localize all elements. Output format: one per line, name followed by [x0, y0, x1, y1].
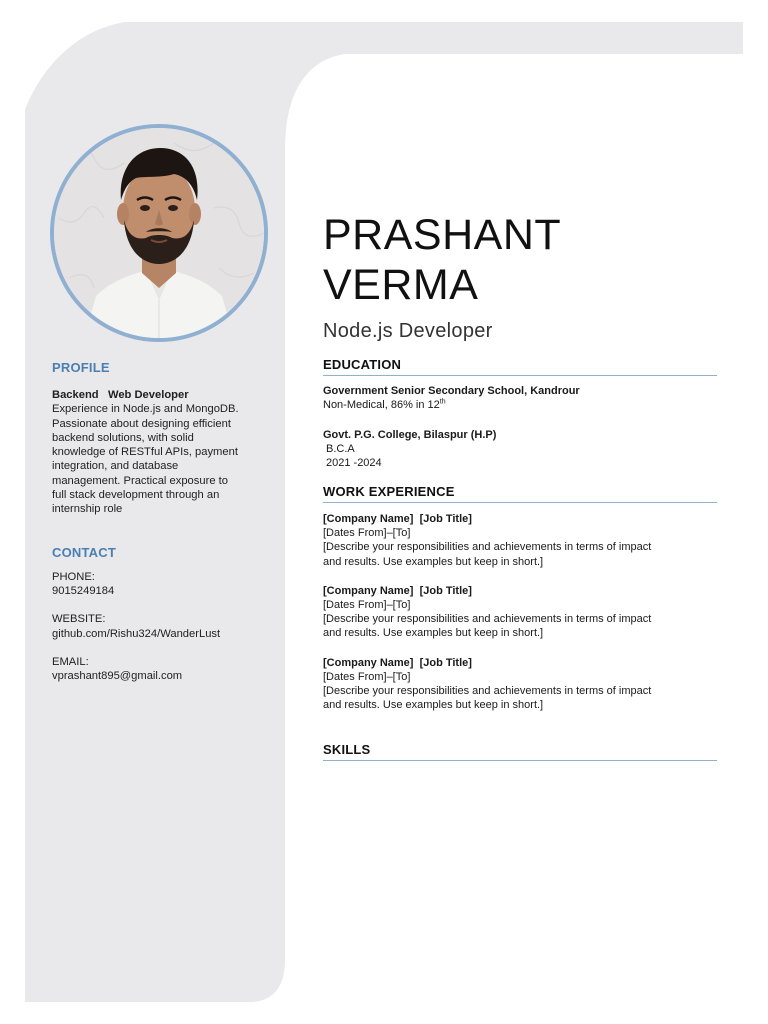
- job-description: [Describe your responsibilities and achievements in terms of impact: [323, 613, 652, 626]
- school-name: Govt. P.G. College, Bilaspur (H.P): [323, 429, 497, 441]
- education-heading: EDUCATION: [323, 357, 717, 376]
- job-role: Node.js Developer: [323, 320, 493, 342]
- profile-line: backend solutions, with solid: [52, 431, 194, 444]
- education-section: [323, 357, 717, 470]
- profile-line: integration, and database: [52, 460, 179, 473]
- job-header: [Company Name] [Job Title]: [323, 584, 472, 597]
- contact-phone: [52, 570, 274, 599]
- job-header: [Company Name] [Job Title]: [323, 513, 472, 525]
- profile-heading: PROFILE: [52, 360, 110, 375]
- contact-email: [52, 655, 274, 684]
- profile-line: internship role: [52, 503, 123, 516]
- profile-line: management. Practical exposure to: [52, 474, 228, 487]
- profile-summary: [52, 388, 274, 517]
- job-dates: [Dates From]–[To]: [323, 527, 411, 540]
- website-label: WEBSITE:: [52, 613, 106, 626]
- profile-line: Experience in Node.js and MongoDB.: [52, 403, 239, 416]
- sidebar: [52, 360, 274, 697]
- profile-line: full stack development through an: [52, 489, 220, 502]
- job-description: and results. Use examples but keep in short.]: [323, 555, 544, 568]
- profile-photo: [50, 124, 268, 342]
- profile-title: Backend Web Developer: [52, 389, 189, 401]
- education-item: [323, 428, 717, 470]
- school-name: Government Senior Secondary School, Kandrour: [323, 385, 580, 397]
- skills-section: [323, 742, 717, 761]
- education-detail-text: Non-Medical, 86% in 12: [323, 399, 440, 411]
- education-detail-sup: th: [439, 398, 446, 406]
- profile-line: Passionate about designing efficient: [52, 417, 231, 430]
- email-value[interactable]: vprashant895@gmail.com: [52, 670, 183, 683]
- contact-heading: CONTACT: [52, 544, 116, 560]
- job-entry: [323, 584, 717, 641]
- job-dates: [Dates From]–[To]: [323, 670, 411, 683]
- skills-heading: SKILLS: [323, 742, 717, 761]
- degree: B.C.A: [326, 443, 355, 455]
- email-label: EMAIL:: [52, 655, 89, 668]
- phone-label: PHONE:: [52, 570, 95, 583]
- years: 2021 -2024: [326, 457, 382, 469]
- work-heading: WORK EXPERIENCE: [323, 484, 717, 503]
- website-value[interactable]: github.com/Rishu324/WanderLust: [52, 627, 221, 640]
- job-description: [Describe your responsibilities and achievements in terms of impact: [323, 541, 652, 554]
- job-entry: [323, 656, 717, 713]
- phone-value: 9015249184: [52, 584, 115, 597]
- job-description: and results. Use examples but keep in short.]: [323, 699, 544, 712]
- education-detail: [323, 398, 717, 412]
- education-item: [323, 384, 717, 412]
- contact-website: [52, 612, 274, 641]
- job-description: and results. Use examples but keep in short.]: [323, 627, 544, 640]
- last-name: VERMA: [323, 261, 479, 309]
- job-header: [Company Name] [Job Title]: [323, 656, 472, 669]
- job-entry: [323, 512, 717, 569]
- contact-info: [52, 570, 274, 684]
- job-dates: [Dates From]–[To]: [323, 599, 411, 612]
- first-name: PRASHANT: [323, 211, 562, 259]
- main-content: [323, 210, 717, 761]
- job-description: [Describe your responsibilities and achievements in terms of impact: [323, 685, 652, 698]
- work-section: [323, 484, 717, 712]
- profile-line: knowledge of RESTful APIs, payment: [52, 446, 238, 459]
